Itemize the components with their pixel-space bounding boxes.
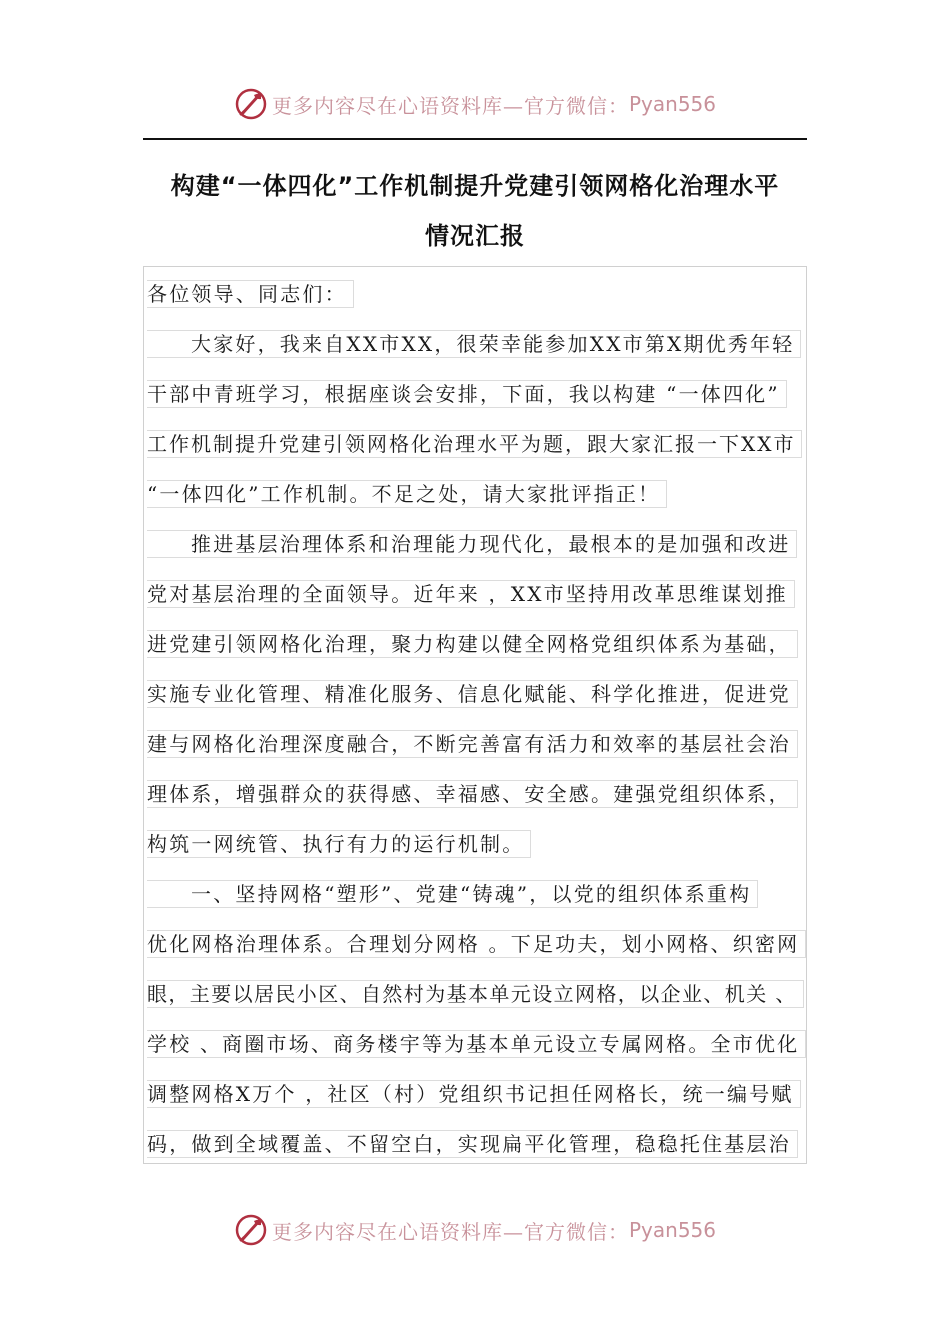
quill-logo-icon: [234, 87, 268, 121]
body-line: 建与网格化治理深度融合，不断完善富有活力和效率的基层社会治: [147, 730, 798, 758]
body-line: 大家好，我来自XX市XX，很荣幸能参加XX市第X期优秀年轻: [147, 330, 801, 358]
banner-text: 更多内容尽在心语资料库—官方微信：: [271, 1219, 629, 1244]
banner-wechat-id: Pyan556: [628, 1218, 716, 1242]
quill-logo-icon: [234, 1213, 268, 1247]
body-line: 党对基层治理的全面领导。近年来 ，XX市坚持用改革思维谋划推: [147, 580, 795, 608]
header-banner: [0, 84, 950, 124]
body-line: 理体系，增强群众的获得感、幸福感、安全感。建强党组织体系，: [147, 780, 798, 808]
document-title-line-2: 情况汇报: [425, 222, 525, 250]
body-line: 调整网格X万个 ，社区（村）党组织书记担任网格长，统一编号赋: [147, 1080, 801, 1108]
body-line: 各位领导、同志们：: [147, 280, 354, 308]
body-line: 一、坚持网格“塑形”、党建“铸魂”，以党的组织体系重构: [147, 880, 758, 908]
body-line: 码，做到全域覆盖、不留空白，实现扁平化管理，稳稳托住基层治: [147, 1130, 798, 1158]
body-line: 学校 、商圈市场、商务楼宇等为基本单元设立专属网格。全市优化: [147, 1030, 806, 1058]
banner-wechat-id: Pyan556: [628, 92, 716, 116]
body-line: 工作机制提升党建引领网格化治理水平为题，跟大家汇报一下XX市: [147, 430, 802, 458]
body-line: 实施专业化管理、精准化服务、信息化赋能、科学化推进，促进党: [147, 680, 798, 708]
body-line: 干部中青班学习，根据座谈会安排，下面，我以构建 “一体四化”: [147, 380, 787, 408]
body-line: 眼，主要以居民小区、自然村为基本单元设立网格，以企业、机关 、: [147, 980, 804, 1008]
document-title-line-1: 构建“一体四化”工作机制提升党建引领网格化治理水平: [170, 172, 780, 200]
body-line: 优化网格治理体系。合理划分网格 。下足功夫，划小网格、织密网: [147, 930, 806, 958]
body-line: 进党建引领网格化治理，聚力构建以健全网格党组织体系为基础，: [147, 630, 798, 658]
body-line: “一体四化”工作机制。不足之处，请大家批评指正！: [147, 480, 667, 508]
header-divider: [143, 138, 807, 140]
banner-text: 更多内容尽在心语资料库—官方微信：: [271, 93, 629, 118]
body-line: 推进基层治理体系和治理能力现代化，最根本的是加强和改进: [147, 530, 797, 558]
footer-banner: [0, 1210, 950, 1250]
body-line: 构筑一网统管、执行有力的运行机制。: [147, 830, 531, 858]
